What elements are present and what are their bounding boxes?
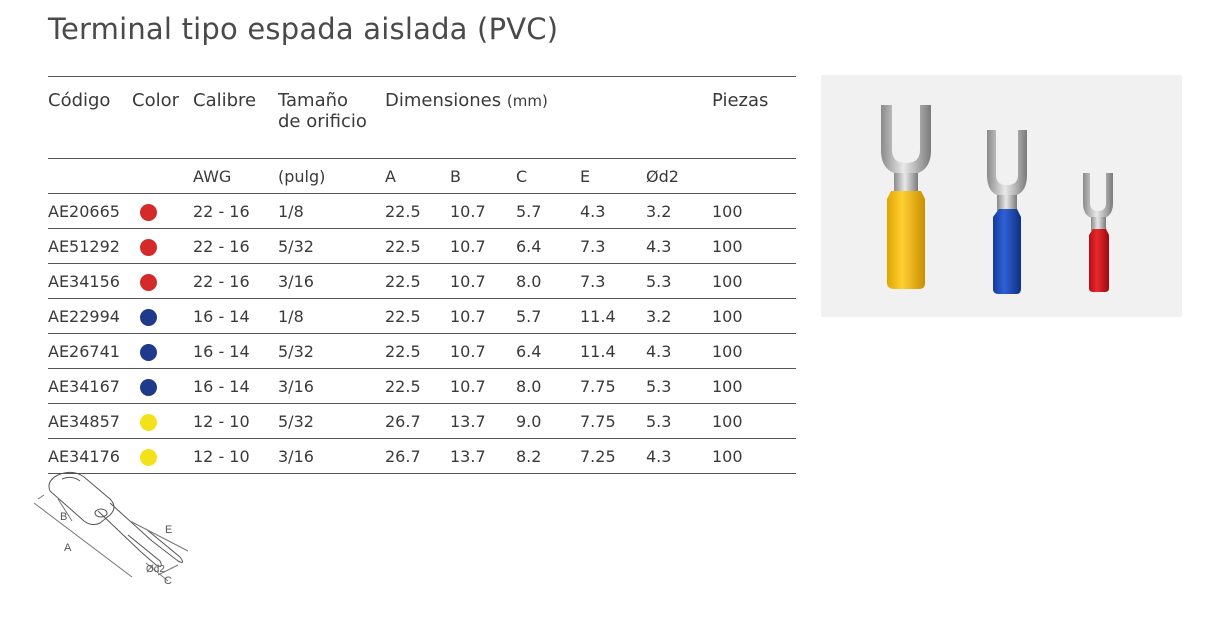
cell-a: 22.5 [385, 369, 450, 404]
cell-c: 8.0 [516, 369, 580, 404]
table-row [48, 334, 796, 369]
table-row [48, 369, 796, 404]
cell-tamano: 5/32 [278, 229, 385, 264]
header-tamano [278, 77, 385, 159]
cell-a: 26.7 [385, 404, 450, 439]
cell-codigo: AE22994 [48, 299, 132, 334]
cell-e: 7.75 [580, 404, 646, 439]
cell-b: 13.7 [450, 404, 516, 439]
cell-b: 13.7 [450, 439, 516, 474]
cell-a: 26.7 [385, 439, 450, 474]
cell-a: 22.5 [385, 194, 450, 229]
cell-piezas: 100 [712, 194, 796, 229]
product-photo [821, 75, 1182, 317]
diagram-label-d2: Ød2 [146, 564, 165, 575]
cell-codigo: AE20665 [48, 194, 132, 229]
spec-table [48, 76, 796, 474]
cell-e: 7.3 [580, 229, 646, 264]
subheader-e: E [580, 159, 646, 194]
cell-piezas: 100 [712, 264, 796, 299]
diagram-label-a: A [64, 542, 72, 554]
color-swatch-red [140, 204, 157, 221]
cell-tamano: 1/8 [278, 299, 385, 334]
spade-terminal-drawing [28, 465, 208, 590]
cell-d2: 5.3 [646, 404, 712, 439]
dimension-diagram [28, 465, 208, 590]
cell-e: 11.4 [580, 334, 646, 369]
cell-piezas: 100 [712, 229, 796, 264]
cell-c: 9.0 [516, 404, 580, 439]
cell-d2: 4.3 [646, 334, 712, 369]
cell-tamano: 3/16 [278, 369, 385, 404]
header-dimensiones-unit: (mm) [506, 92, 548, 110]
cell-b: 10.7 [450, 334, 516, 369]
cell-e: 7.75 [580, 369, 646, 404]
cell-piezas: 100 [712, 299, 796, 334]
cell-e: 11.4 [580, 299, 646, 334]
cell-d2: 4.3 [646, 229, 712, 264]
yellow-terminal [881, 105, 931, 289]
subheader-pulg: (pulg) [278, 159, 385, 194]
cell-d2: 3.2 [646, 194, 712, 229]
header-tamano-line1: Tamaño [278, 90, 349, 111]
spade-terminals-image [821, 75, 1182, 317]
cell-a: 22.5 [385, 334, 450, 369]
header-piezas: Piezas [712, 77, 796, 159]
diagram-label-e: E [165, 524, 173, 536]
subheader-d2: Ød2 [646, 159, 712, 194]
color-swatch-yellow [140, 414, 157, 431]
cell-d2: 5.3 [646, 369, 712, 404]
cell-codigo: AE34176 [48, 439, 132, 474]
blue-terminal [987, 130, 1027, 294]
cell-tamano: 5/32 [278, 334, 385, 369]
cell-c: 5.7 [516, 194, 580, 229]
header-color: Color [132, 77, 193, 159]
cell-codigo: AE34167 [48, 369, 132, 404]
cell-c: 8.2 [516, 439, 580, 474]
cell-codigo: AE34857 [48, 404, 132, 439]
cell-color [132, 264, 193, 299]
cell-d2: 5.3 [646, 264, 712, 299]
color-swatch-blue [140, 379, 157, 396]
subheader-c: C [516, 159, 580, 194]
header-dimensiones [385, 77, 712, 159]
table-body [48, 194, 796, 474]
cell-b: 10.7 [450, 194, 516, 229]
table-header-row [48, 77, 796, 159]
cell-b: 10.7 [450, 369, 516, 404]
diagram-label-b: B [60, 511, 68, 523]
cell-codigo: AE51292 [48, 229, 132, 264]
table-row [48, 404, 796, 439]
cell-tamano: 5/32 [278, 404, 385, 439]
color-swatch-blue [140, 309, 157, 326]
color-swatch-yellow [140, 449, 157, 466]
cell-d2: 3.2 [646, 299, 712, 334]
subheader-b: B [450, 159, 516, 194]
header-dimensiones-label: Dimensiones [385, 90, 502, 111]
cell-color [132, 229, 193, 264]
table-subheader-row [48, 159, 796, 194]
cell-tamano: 3/16 [278, 264, 385, 299]
color-swatch-red [140, 239, 157, 256]
cell-piezas: 100 [712, 439, 796, 474]
subheader-awg: AWG [193, 159, 278, 194]
cell-piezas: 100 [712, 334, 796, 369]
cell-c: 6.4 [516, 229, 580, 264]
cell-a: 22.5 [385, 299, 450, 334]
page-title: Terminal tipo espada aislada (PVC) [48, 12, 559, 46]
cell-c: 5.7 [516, 299, 580, 334]
color-swatch-blue [140, 344, 157, 361]
cell-codigo: AE26741 [48, 334, 132, 369]
subheader-a: A [385, 159, 450, 194]
cell-calibre: 22 - 16 [193, 194, 278, 229]
cell-tamano: 3/16 [278, 439, 385, 474]
table-row [48, 264, 796, 299]
table-row [48, 229, 796, 264]
cell-tamano: 1/8 [278, 194, 385, 229]
cell-a: 22.5 [385, 264, 450, 299]
table-row [48, 194, 796, 229]
cell-calibre: 12 - 10 [193, 404, 278, 439]
cell-color [132, 334, 193, 369]
cell-a: 22.5 [385, 229, 450, 264]
header-codigo: Código [48, 77, 132, 159]
cell-color [132, 404, 193, 439]
cell-calibre: 22 - 16 [193, 229, 278, 264]
cell-e: 4.3 [580, 194, 646, 229]
cell-calibre: 12 - 10 [193, 439, 278, 474]
cell-calibre: 16 - 14 [193, 299, 278, 334]
color-swatch-red [140, 274, 157, 291]
cell-b: 10.7 [450, 264, 516, 299]
cell-color [132, 369, 193, 404]
header-calibre: Calibre [193, 77, 278, 159]
cell-color [132, 194, 193, 229]
cell-codigo: AE34156 [48, 264, 132, 299]
cell-piezas: 100 [712, 404, 796, 439]
cell-c: 8.0 [516, 264, 580, 299]
cell-color [132, 299, 193, 334]
red-terminal [1083, 173, 1113, 292]
cell-calibre: 22 - 16 [193, 264, 278, 299]
cell-e: 7.25 [580, 439, 646, 474]
cell-calibre: 16 - 14 [193, 334, 278, 369]
diagram-label-c: C [164, 575, 172, 587]
header-tamano-line2: de orificio [278, 111, 367, 132]
cell-b: 10.7 [450, 299, 516, 334]
cell-calibre: 16 - 14 [193, 369, 278, 404]
cell-e: 7.3 [580, 264, 646, 299]
cell-c: 6.4 [516, 334, 580, 369]
cell-piezas: 100 [712, 369, 796, 404]
cell-d2: 4.3 [646, 439, 712, 474]
cell-b: 10.7 [450, 229, 516, 264]
table-row [48, 299, 796, 334]
